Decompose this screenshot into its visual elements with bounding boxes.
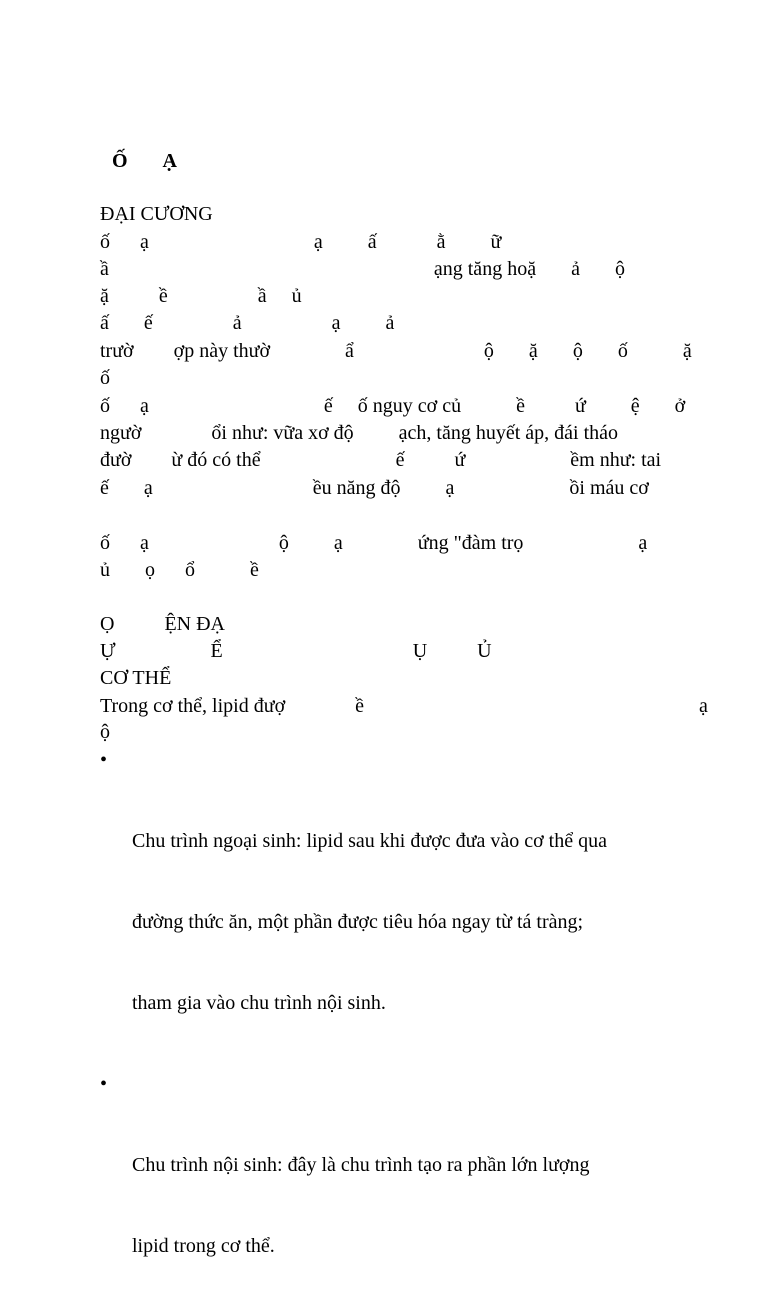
bullet-icon: • [100,1073,108,1095]
paragraph-2-line-4: ế ạ ều năng độ ạ ồi máu cơ [100,477,649,499]
paragraph-2-line-2: ngườ ổi như: vữa xơ độ ạch, tăng huyết áp, đái tháo [100,422,619,444]
bullet-item-exogenous [100,747,607,1071]
section-heading-2-line-1: Ọ ỆN ĐẠ [100,613,225,635]
section-heading-dai-cuong: ĐẠI CƯƠNG [100,203,213,225]
bullet-item-endogenous [100,1071,607,1314]
bullet-text-line: Chu trình ngoại sinh: lipid sau khi được đưa vào cơ thể qua [132,830,607,852]
paragraph-1-line-4: ấ ế ả ạ ả [100,312,395,334]
section-heading-2-line-2: Ự Ể Ụ Ủ [100,640,492,662]
paragraph-3-line-1: ố ạ ộ ạ ứng "đàm trọ ạ [100,532,648,554]
section-heading-2-line-3: CƠ THỂ [100,667,172,689]
bullet-icon: • [100,749,108,771]
paragraph-1-line-6: ố [100,367,110,389]
paragraph-3-line-2: ủ ọ ổ ề [100,559,259,581]
paragraph-1-line-3: ặ ề ầ ủ [100,285,302,307]
bullet-text-line: đường thức ăn, một phần được tiêu hóa ngay từ tá tràng; [132,911,584,933]
bullet-text-line: tham gia vào chu trình nội sinh. [132,992,386,1014]
paragraph-1-line-2: ầ ạng tăng hoặ ả ộ [100,258,625,280]
bullet-text-line: Chu trình nội sinh: đây là chu trình tạo ra phần lớn lượng [132,1154,590,1176]
paragraph-2-line-1: ố ạ ế ố nguy cơ củ ề ứ ệ ở [100,395,686,417]
paragraph-2-line-3: đườ ừ đó có thể ế ứ ềm như: tai [100,449,662,471]
bullet-text-line: lipid trong cơ thể. [132,1235,275,1257]
paragraph-4-line-1: Trong cơ thể, lipid đượ ề ạ [100,695,708,717]
paragraph-1-line-5: trườ ợp này thườ ẩ ộ ặ ộ ố ặ [100,340,692,362]
bullet-list [100,747,607,1314]
paragraph-1-line-1: ố ạ ạ ấ ằ ữ [100,231,502,253]
document-title: Ố Ạ [112,150,177,172]
paragraph-4-line-2: ộ [100,721,110,743]
